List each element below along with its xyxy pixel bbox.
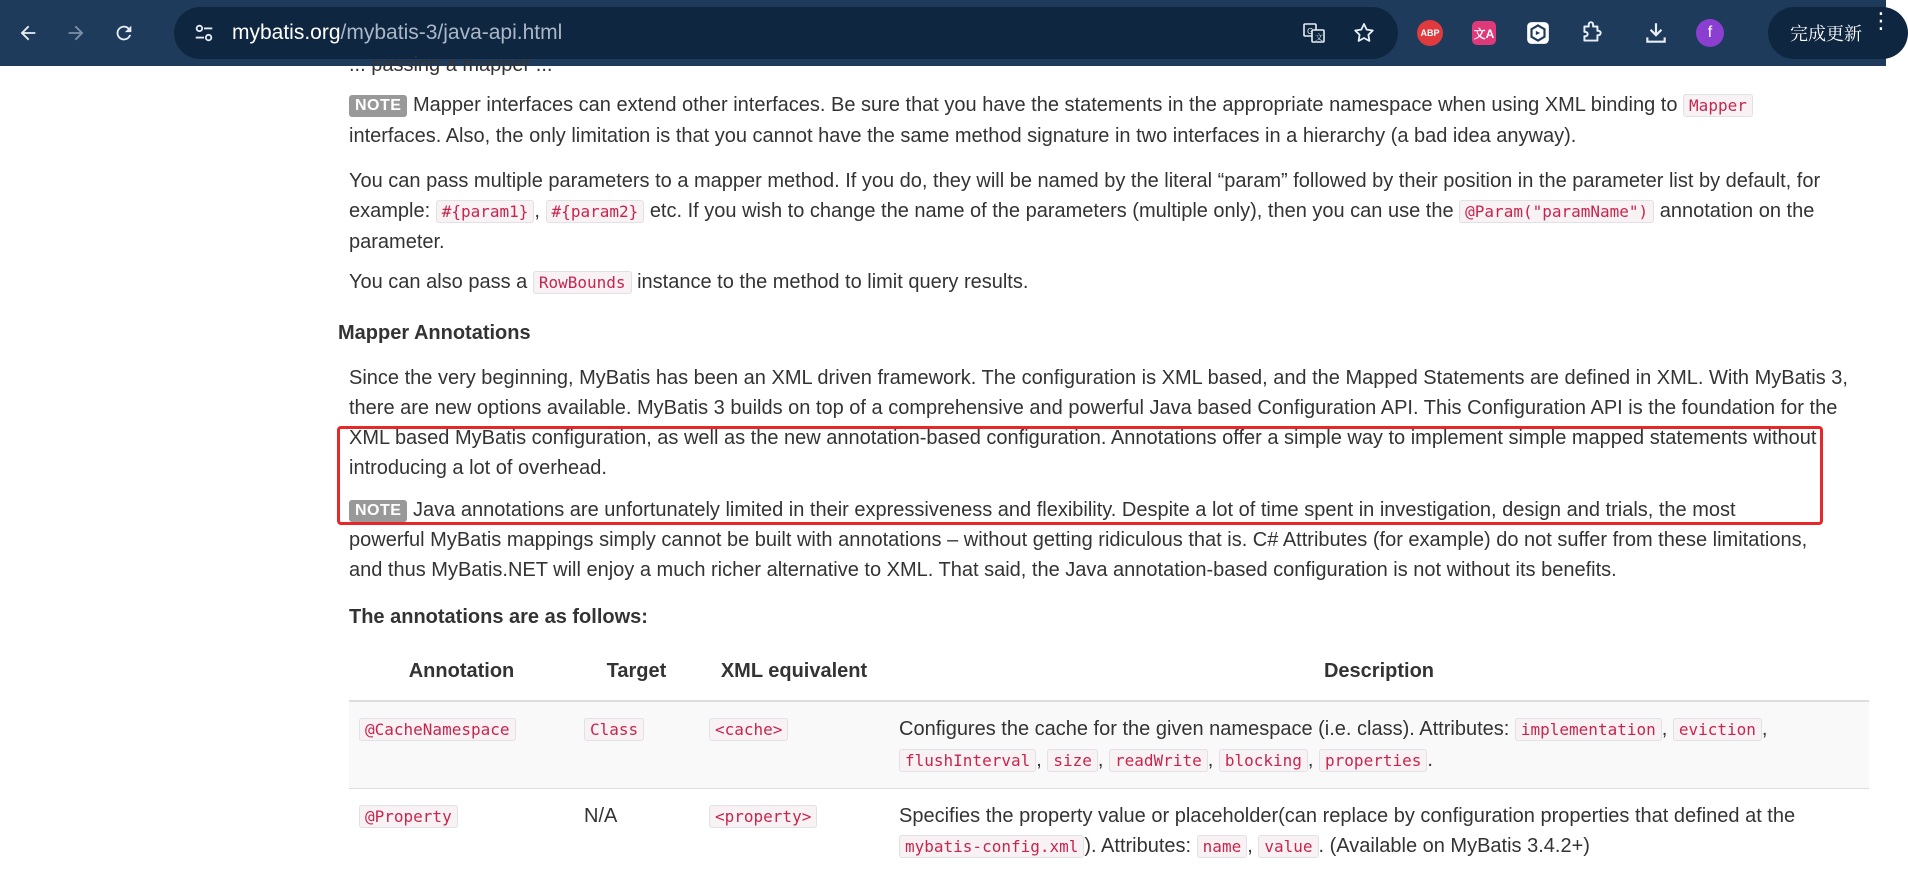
arrow-left-icon	[17, 22, 39, 44]
translate-extension-button[interactable]	[1462, 9, 1506, 57]
note-mapper-inheritance: NOTE Mapper interfaces can extend other interfaces. Be sure that you have the statements in the appropriate namespace when using XML binding to Mapper interfaces. Also, the only limitation is that you cannot have the same method signature in two interfaces in a hierarchy (a bad idea anyway).	[349, 90, 1849, 151]
clipped-text: ... passing a mapper ...	[349, 54, 552, 77]
svg-text:G: G	[1307, 27, 1313, 36]
update-browser-button[interactable]: 完成更新	[1768, 7, 1908, 59]
code-rowbounds: RowBounds	[533, 271, 632, 294]
url-path: /mybatis-3/java-api.html	[341, 21, 563, 44]
url-host: mybatis.org	[232, 21, 341, 44]
abp-icon: ABP	[1417, 20, 1443, 46]
extensions-menu-button[interactable]	[1570, 9, 1614, 57]
site-info-icon[interactable]	[184, 13, 224, 53]
arrow-right-icon	[65, 22, 87, 44]
svg-text:文: 文	[1315, 32, 1323, 42]
back-button[interactable]	[8, 13, 48, 53]
cell-xml: <property>	[699, 789, 889, 874]
cell-target: N/A	[574, 789, 699, 874]
more-menu-icon[interactable]: ⋮	[1870, 16, 1892, 26]
code-param1: #{param1}	[436, 200, 535, 223]
cell-target: Class	[574, 701, 699, 789]
table-row	[349, 789, 1869, 874]
note-annotations-limited: NOTE Java annotations are unfortunately limited in their expressiveness and flexibility. Despite a lot of time spent in investigation, design and trials, the most powerful MyBatis mappings simply cannot be built with annotations – without getting ridiculous that is. C# Attributes (for example) do not suffer from these limitations, and thus MyBatis.NET will enjoy a much richer alternative to XML. That said, the Java annotation-based configuration is not without its benefits.	[349, 495, 1809, 585]
profile-button[interactable]	[1688, 9, 1732, 57]
code-param2: #{param2}	[546, 200, 645, 223]
forward-button[interactable]	[56, 13, 96, 53]
translate-extension-icon: 文A	[1472, 21, 1496, 45]
reload-icon	[113, 22, 135, 44]
annotations-table	[349, 642, 1869, 874]
reload-button[interactable]	[104, 13, 144, 53]
adblock-extension-button[interactable]	[1408, 9, 1452, 57]
hexagon-extension-icon	[1525, 20, 1551, 46]
highlight-annotation-box	[337, 426, 1823, 525]
multiple-params-paragraph: You can pass multiple parameters to a mapper method. If you do, they will be named by the literal “param” followed by their position in the parameter list by default, for example: #{param1} , #{param2} etc. If you wish to change the name of the parameters (multiple only), then you can use the @Param("paramName") annotation on the parameter.	[349, 166, 1849, 257]
bookmark-star-icon[interactable]	[1344, 13, 1384, 53]
header-annotation: Annotation	[349, 642, 574, 701]
translate-page-icon[interactable]	[1294, 13, 1334, 53]
profile-avatar: f	[1696, 19, 1724, 47]
cell-description: Configures the cache for the given namespace (i.e. class). Attributes: implementation , eviction , flushInterval , size , readWrite , blocking , properties .	[889, 701, 1869, 789]
browser-toolbar	[0, 0, 1886, 66]
table-row	[349, 701, 1869, 789]
url-text[interactable]	[232, 21, 562, 45]
annotations-table-wrapper	[349, 642, 1869, 874]
header-xml-equivalent: XML equivalent	[699, 642, 889, 701]
cell-annotation: @Property	[349, 789, 574, 874]
annotations-intro-paragraph: Since the very beginning, MyBatis has been an XML driven framework. The configuration is XML based, and the Mapped Statements are defined in XML. With MyBatis 3, there are new options available. MyBatis 3 builds on top of a comprehensive and powerful Java based Configuration API. This Configuration API is the foundation for the XML based MyBatis configuration, as well as the new annotation-based configuration. Annotations offer a simple way to implement simple mapped statements without introducing a lot of overhead.	[349, 363, 1849, 483]
downloads-button[interactable]	[1634, 9, 1678, 57]
note-badge: NOTE	[349, 500, 407, 522]
page-content	[0, 66, 1886, 873]
rowbounds-paragraph: You can also pass a RowBounds instance to the method to limit query results.	[349, 267, 1849, 298]
extension-hexagon-button[interactable]	[1516, 9, 1560, 57]
cell-description: Specifies the property value or placeholder(can replace by configuration properties that defined at the mybatis-config.xml ). Attributes: name , value . (Available on MyBatis 3.4.2+)	[889, 789, 1869, 874]
cell-annotation: @CacheNamespace	[349, 701, 574, 789]
note-badge: NOTE	[349, 95, 407, 117]
download-icon	[1643, 20, 1669, 46]
header-description: Description	[889, 642, 1869, 701]
mapper-annotations-heading: Mapper Annotations	[338, 322, 531, 345]
cell-xml: <cache>	[699, 701, 889, 789]
annotations-table-caption: The annotations are as follows:	[349, 606, 648, 629]
header-target: Target	[574, 642, 699, 701]
address-bar[interactable]	[174, 7, 1398, 59]
table-header-row	[349, 642, 1869, 701]
code-param-annotation: @Param("paramName")	[1459, 200, 1654, 223]
code-mapper: Mapper	[1683, 94, 1753, 117]
puzzle-piece-icon	[1579, 20, 1605, 46]
